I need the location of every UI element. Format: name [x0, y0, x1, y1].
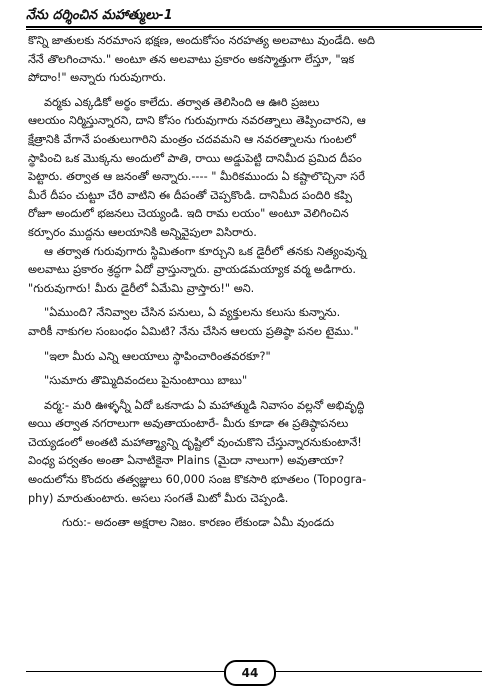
text-line: వింధ్య పర్వతం అంతా ఏనాటికైనా Plains (మైదా నాలుగా) అవుతాయా? — [28, 454, 345, 468]
text-line: ఆ తర్వాత గురువుగారు స్థిమితంగా కూర్చుని ఒక డైరీలో తనకు నిత్యంవున్న — [44, 244, 367, 258]
text-line: పెట్టారు. తర్వాత ఆ జనంతో అన్నారు.---- " మీరికముందు ఏ కష్టాలొచ్చినా సరే — [28, 170, 365, 184]
text-line: పోదాం!" అన్నారు గురువుగారు. — [28, 71, 167, 85]
text-line: "ఏముంది? నేనివ్వాల చేసిన పనులు, ఏ వ్యక్తులను కలుసు కున్నాను. — [44, 306, 341, 320]
page-body — [28, 32, 480, 533]
text-line: "గురువుగారు! మీరు డైరీలో ఏమేమి వ్రాస్తారు!" అని. — [28, 281, 255, 295]
text-line: గురు:- అదంతా అక్షరాల నిజం. కారణం లేకుండా ఏమీ వుండదు — [62, 516, 335, 530]
text-line: స్థాపించి ఒక మొక్కను అందులో పాతి, రాయి అడ్డుపెట్టి దానిమీద ప్రమిద దీపం — [28, 151, 362, 165]
header-rule-thin — [26, 29, 482, 30]
text-line: క్షేత్రానికి వేగానే పంతులుగారిని మంత్రం చదవమని ఆ నవరత్నాలను గుంటలో — [28, 132, 356, 146]
text-line: కర్పూరం ముద్దను ఆలయానికి అన్నివైపులా విసిరారు. — [28, 225, 257, 239]
text-line: అలవాటు ప్రకారం శ్రద్ధగా ఏదో వ్రాస్తున్నారు. వ్రాయడమయ్యాక వర్మ అడిగారు. — [28, 263, 356, 277]
running-header — [26, 4, 482, 26]
text-line: అందులోను కొందరు తత్వజ్ఞులు 60,000 సంజ కొకసారి భూతలం (Topogra- — [28, 473, 367, 487]
text-line: "ఇలా మీరు ఎన్ని ఆలయాలు స్థాపించారింతవరకూ?" — [44, 349, 271, 363]
text-line: చెయ్యడంలో అంతటి మహాత్మ్యాన్ని దృష్టిలో వుంచుకొని చేస్తున్నారనుకుంటానే! — [28, 435, 362, 449]
text-line: కొన్ని జాతులకు నరమాంస భక్షణ, అందుకోసం నరహత్య అలవాటు వుండేది. అది — [28, 34, 376, 47]
header-rule — [26, 26, 482, 28]
text-line: వర్మ:- మరి ఊళ్ళన్నీ ఏదో ఒకనాడు ఏ మహాత్ముడి నివాసం వల్లనో అభివృద్ధి — [44, 398, 365, 412]
text-line: phy) మారుతుంటారు. అసలు సంగతే మిటో మీరు చెప్పండి. — [28, 491, 289, 505]
text-line: వర్మకు ఎక్కడికో అర్థం కాలేదు. తర్వాత తెలిసింది ఆ ఊరి ప్రజలు — [44, 95, 320, 109]
text-line: నేనే తొలగించాను." అంటూ తన అలవాటు ప్రకారం అకస్మాత్తుగా లేస్తూ, "ఇక — [28, 52, 355, 66]
text-line: రోజూ అందులో భజనలు చెయ్యండి. ఇది రామ లయం" అంటూ వెలిగించిన — [28, 207, 349, 221]
text-line: వారికీ నాకుగల సంబంధం ఏమిటి? నేను చేసిన ఆలయ ప్రతిష్ఠా పనల టైము." — [28, 324, 359, 338]
text-line: "సుమారు తొమ్మిదివందలు పైనుంటాయి బాబు" — [44, 374, 248, 388]
page-title: నేను దర్శించిన మహాత్ములు-1 — [26, 7, 173, 23]
text-line: మీరే దీపం చుట్టూ చేరి వాటిని ఈ దీపంతో చెప్పకొండి. దానిమీద పందిరి కప్పి — [28, 188, 353, 202]
text-line: ఆలయం నిర్మిస్తున్నారని, దాని కోసం గురువుగారు నవరత్నాలు తెప్పించారని, ఆ — [28, 114, 366, 128]
text-line: అయి తర్వాత నగరాలుగా అవుతాయంటారే- మీరు కూడా ఈ ప్రతిష్ఠాపనలు — [28, 417, 349, 431]
page-number: 44 — [224, 660, 276, 686]
